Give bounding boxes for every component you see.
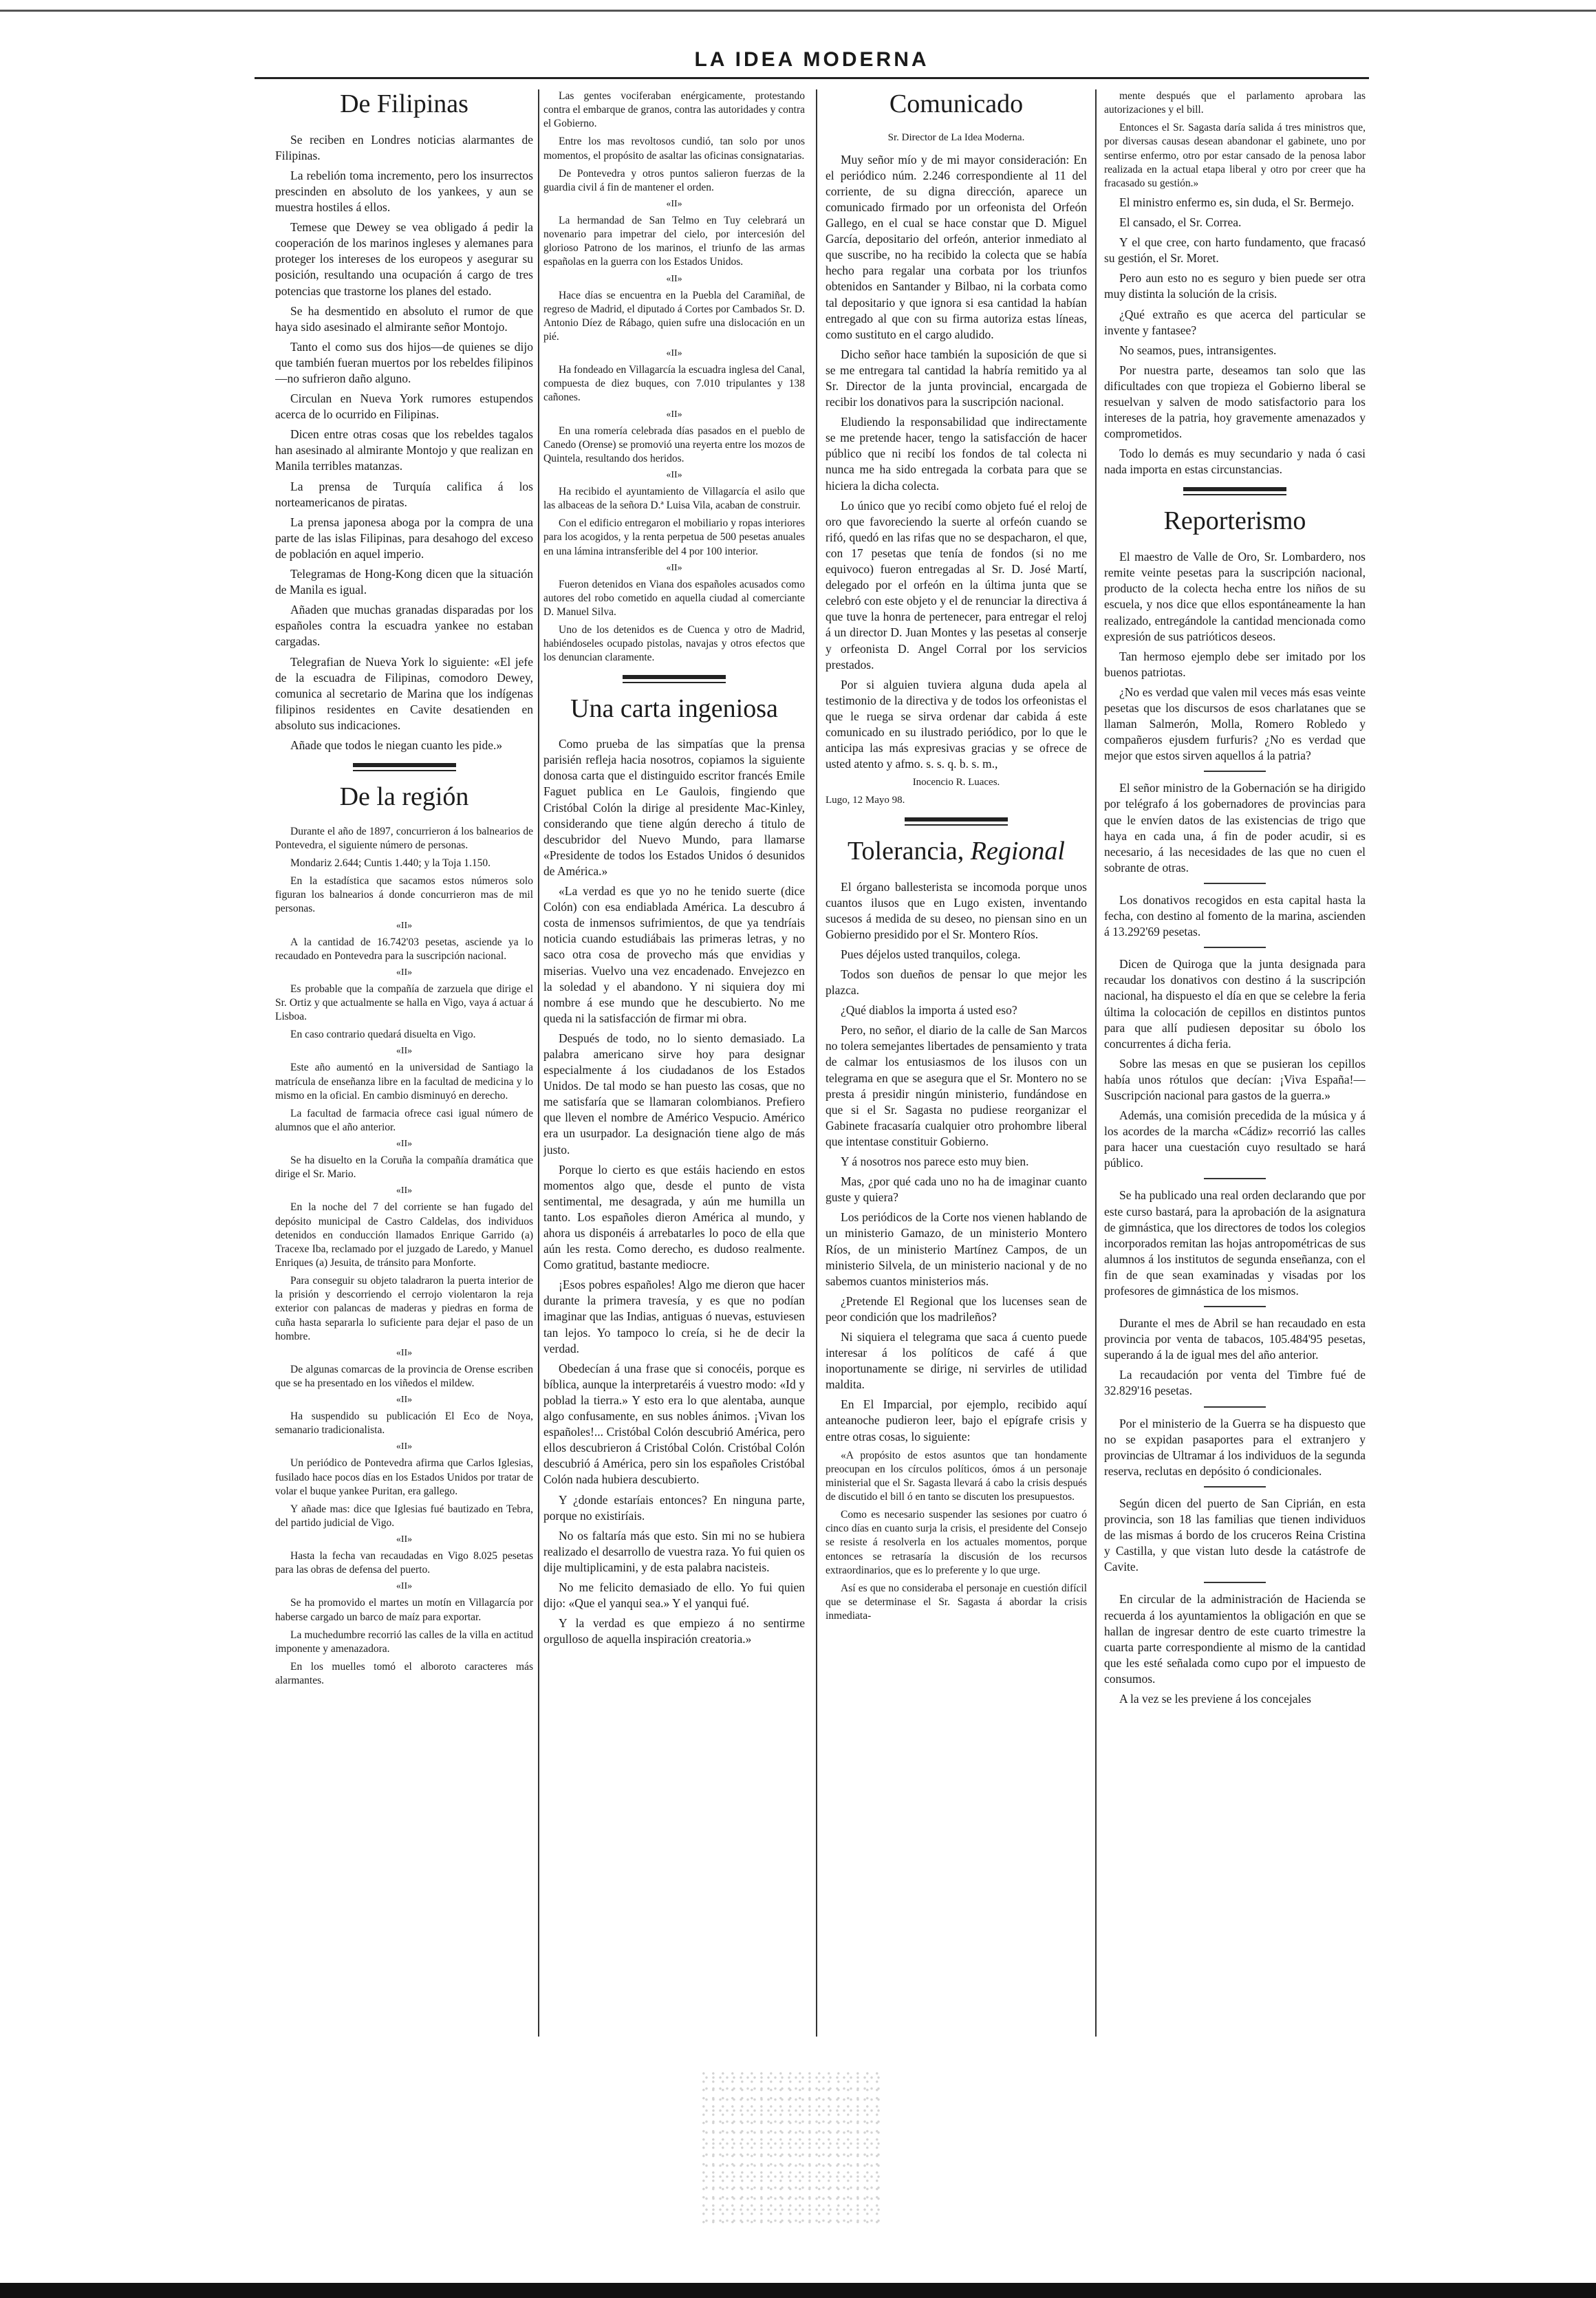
news-item: Fueron detenidos en Viana dos españoles acusados como autores del robo cometido en aquella ciudad al comerciante D. Manuel Silva. <box>543 578 805 618</box>
paragraph: Dicho señor hace también la suposición de que si se me entregara tal cantidad la habría remitido ya al Sr. Director de la junta provincial, encargada de recibir los donativos para la suscripción nacional. <box>826 347 1087 409</box>
item-separator: «II» <box>396 1046 413 1057</box>
news-item: Es probable que la compañía de zarzuela que dirige el Sr. Ortiz y que actualmente se halla en Vigo, vaya á actuar á Lisboa. <box>275 982 533 1023</box>
paragraph: Los periódicos de la Corte nos vienen hablando de un ministerio Gamazo, de un ministerio Montero Ríos, de un ministerio Martínez Campos, de un ministerio Silvela, de un ministerio nacional y de no sabemos cuantos ministerios más. <box>826 1210 1087 1288</box>
paragraph: ¡Esos pobres españoles! Algo me dieron que hacer durante la primera travesía, y es que no podían imaginar que las Indias, antiguas ó nuevas, estuviesen tan lejos. Yo tampoco lo creía, si he de decir la verdad. <box>543 1278 805 1355</box>
item-separator: «II» <box>666 198 682 209</box>
article-tolerancia-regional-continued <box>1104 89 1366 477</box>
dateline: Lugo, 12 Mayo 98. <box>826 795 905 806</box>
news-item: De Pontevedra y otros puntos salieron fuerzas de la guardia civil á fin de mantener el orden. <box>543 167 805 193</box>
news-item: Se ha promovido el martes un motín en Villagarcía por haberse cargado un barco de maíz para exportar. <box>275 1597 533 1623</box>
paragraph: Lo único que yo recibí como objeto fué el reloj de oro que favoreciendo la suerte al orfeón cuando se rifó, quedó en las rifas que no se despacharon, el que, con 17 pesetas que tenía de fondos (si no me equivoco) fueron entregadas al Sr. D. José Martí, delegado por el orfeón en la última junta que se celebró con este objeto y el de renunciar la directiva á que tuve la honra de pertenecer, para entregar el reloj á un director D. Juan Montes y las pesetas al conserje y orfeonista D. Angel Corral por los servicios prestados. <box>826 498 1087 672</box>
news-item: En caso contrario quedará disuelta en Vigo. <box>290 1029 476 1041</box>
paragraph: Pero aun esto no es seguro y bien puede ser otra muy distinta la solución de la crisis. <box>1104 271 1366 301</box>
item-separator: «II» <box>666 348 682 359</box>
paragraph: Por si alguien tuviera alguna duda apela al testimonio de la directiva y de todos los orfeonistas el que le ruega se sirva ordenar dar cabida á este comunicado en su ilustrado periódico, por lo que le anticipa las más expresivas gracias y se ofrece de usted atento y afmo. s. s. q. b. s. m., <box>826 677 1087 771</box>
headline-part-italic: Regional <box>970 836 1065 866</box>
item-rule <box>1204 1406 1266 1408</box>
headline-una-carta-ingeniosa: Una carta ingeniosa <box>570 694 778 723</box>
section-rule-thin <box>905 824 1008 826</box>
news-item: En la noche del 7 del corriente se han fugado del depósito municipal de Castro Caldelas, dos individuos detenidos en conducción llamados Enrique Garrido (a) Tracexe Iba, reclamado por el juzgado de Laredo, y Manuel Enriques (a) Jesuita, de tránsito para Monforte. <box>275 1201 533 1269</box>
news-item: Mondariz 2.644; Cuntis 1.440; y la Toja 1.150. <box>290 857 490 870</box>
quoted-paragraph: mente después que el parlamento aprobara las autorizaciones y el bill. <box>1104 90 1366 116</box>
article-una-carta-ingeniosa <box>543 736 805 1647</box>
item-separator: «II» <box>396 1581 413 1592</box>
quoted-paragraph: Entonces el Sr. Sagasta daría salida á tres ministros que, por diversas causas desean abandonar el gabinete, uno por sentirse enfermo, otro por estar cansado de la penosa labor realizada en la actual etapa liberal y otro por creer que ha fracasado su gestión.» <box>1104 122 1366 189</box>
column-2 <box>543 89 805 2037</box>
paragraph: Por nuestra parte, deseamos tan solo que las dificultades con que tropieza el Gobierno liberal se resuelvan y salven de modo satisfactorio para los intereses de la patria, hoy gravemente amenazados y comprometidos. <box>1104 363 1366 441</box>
paragraph: ¿Qué diablos la importa á usted eso? <box>841 1003 1017 1018</box>
paragraph: «La verdad es que yo no he tenido suerte (dice Colón) con esa endiablada América. La descubro á costa de inmensos sufrimientos, de que ya tendríais noticia cuando estudiábais las primeras letras, y no saco otra cosa de provecho más que envidias y miserias. Vuelvo una vez encadenado. Envejezco en la soledad y el abandono. Y ni siquiera doy mi nombre á ese mundo que he descubierto. No me queda ni la satisfacción de firmar mi obra. <box>543 884 805 1025</box>
column-rule-2 <box>816 89 817 2037</box>
paragraph: Según dicen del puerto de San Ciprián, en esta provincia, son 18 las familias que tienen individuos de las mismas á bordo de los cruceros Reina Cristina y Castilla, y que vistan luto desde la catástrofe de Cavite. <box>1104 1496 1366 1574</box>
paragraph: En El Imparcial, por ejemplo, recibido aquí anteanoche pudieron leer, bajo el epígrafe crisis y entre otras cosas, lo siguiente: <box>826 1397 1087 1443</box>
item-separator: «II» <box>666 409 682 420</box>
paragraph: El señor ministro de la Gobernación se ha dirigido por telégrafo á los gobernadores de provincias para que le envíen datos de las existencias de trigo que haya en cada una, á fin de poder acudir, si es necesario, á las necesidades de las que no cuen el sobrante de otras. <box>1104 781 1366 874</box>
column-1 <box>275 89 533 2037</box>
quoted-paragraph: Como es necesario suspender las sesiones por cuatro ó cinco días en cuanto surja la crisis, el presidente del Consejo se resiste á resolverla en los actuales momentos, porque entonces se retrasaría la discusión de los recursos extraordinarios, que es lo preferente y lo que urge. <box>826 1509 1087 1576</box>
headline-de-filipinas: De Filipinas <box>340 89 468 118</box>
headline-reporterismo: Reporterismo <box>1163 506 1306 536</box>
item-separator: «II» <box>666 469 682 480</box>
item-rule <box>1204 771 1266 772</box>
headline-part: Tolerancia, <box>848 836 964 866</box>
news-item: Se ha disuelto en la Coruña la compañía dramática que dirige el Sr. Mario. <box>275 1155 533 1181</box>
headline-tolerancia-regional <box>826 837 1087 867</box>
quoted-paragraph: Así es que no consideraba el personaje en cuestión difícil que se determinase el Sr. Sagasta á abordar la crisis inmediata- <box>826 1582 1087 1622</box>
section-rule-thick <box>1183 487 1286 491</box>
section-rule-thin <box>353 770 456 771</box>
paragraph: Tanto el como sus dos hijos—de quienes se dijo que también fueran muertos por los rebeldes filipinos—no sufrieron daño alguno. <box>275 339 533 385</box>
section-rule-thin <box>623 682 726 683</box>
item-separator: «II» <box>396 1441 413 1452</box>
news-item: Hasta la fecha van recaudadas en Vigo 8.025 pesetas para las obras de defensa del puerto. <box>275 1550 533 1576</box>
paragraph: No os faltaría más que esto. Sin mi no se hubiera realizado el desarrollo de vuestra raza. Yo fui quien os dije multiplicamini, y de esta palabra nacisteis. <box>543 1528 805 1574</box>
news-item: Durante el año de 1897, concurrieron á los balnearios de Pontevedra, el siguiente número de personas. <box>275 825 533 851</box>
paragraph: Sobre las mesas en que se pusieran los cepillos había unos rótulos que decían: ¡Viva España!—Suscripción nacional para gastos de la guerra.» <box>1104 1056 1366 1102</box>
paragraph: Obedecían á una frase que si conocéis, porque es bíblica, aunque la interpretaréis á vuestro modo: «Id y poblad la tierra.» Y esto era lo que alentaba, aunque algo confusamente, en sus nobles ánimos. ¡Vivan los españoles!... Cristóbal Colón descubrió América, pero ellos descubrieron á Cristóbal Colón. Cristóbal Colón descubrió á América, pero sin los españoles Cristóbal Colón nada hubiera descubierto. <box>543 1361 805 1487</box>
paragraph: ¿Pretende El Regional que los lucenses sean de peor condición que los madrileños? <box>826 1293 1087 1324</box>
item-separator: «II» <box>666 562 682 573</box>
news-item: Hace días se encuentra en la Puebla del Caramiñal, de regreso de Madrid, el diputado á Cortes por Cambados Sr. D. Antonio Díez de Rábago, quien sufre una dislocación en un pié. <box>543 289 805 343</box>
news-item: Y añade mas: dice que Iglesias fué bautizado en Tebra, del partido judicial de Vigo. <box>275 1503 533 1529</box>
paragraph: Como prueba de las simpatías que la prensa parisién refleja hacia nosotros, copiamos la siguiente donosa carta que el distinguido escritor francés Emile Faguet publica en Le Gaulois, fingiendo que Cristóbal Colón la dirige al presidente Mac-Kinley, considerando que tiene algún derecho á titulo de descubridor del Nuevo Mundo, para llamarse «Presidente de todos los Estados Unidos ó desunidos de América.» <box>543 737 805 878</box>
item-separator: «II» <box>396 967 413 978</box>
news-item: Para conseguir su objeto taladraron la puerta interior de la prisión y descorriendo el cerrojo violentaron la reja exterior con palancas de maderas y piedras en forma de cuña hasta separarla lo suficiente para dejar el paso de un hombre. <box>275 1275 533 1342</box>
item-separator: «II» <box>396 1139 413 1150</box>
signature: Inocencio R. Luaces. <box>912 777 1000 788</box>
paragraph: Mas, ¿por qué cada uno no ha de imaginar cuanto guste y quiera? <box>826 1174 1087 1205</box>
paragraph: Todo lo demás es muy secundario y nada ó casi nada importa en estas circunstancias. <box>1104 447 1366 477</box>
headline-de-la-region: De la región <box>339 782 469 812</box>
paragraph: Eludiendo la responsabilidad que indirectamente se me pretende hacer, tengo la satisfacción de hacer público que ni recibí los fondos de tal colecta ni nunca me ha sido entregada la corbata para que se hiciera la dicha colecta. <box>826 415 1087 493</box>
article-de-la-region-continued <box>543 89 805 665</box>
paragraph: Pero, no señor, el diario de la calle de San Marcos no tolera semejantes libertades de pensamiento y trata de calmar los entusiasmos de los ilusos con un telegrama en que se asegura que el Sr. Montero no se presta á presidir ningún ministerio, fundándose en que si el Sr. Sagasta no pudiese reorganizar el Gabinete fracasaría cualquier otro prohombre liberal que intentase constituir Gobierno. <box>826 1023 1087 1148</box>
news-item: De algunas comarcas de la provincia de Orense escriben que se ha presentado en los viñedos el mildew. <box>275 1363 533 1389</box>
news-item: La muchedumbre recorrió las calles de la villa en actitud imponente y amenazadora. <box>275 1629 533 1655</box>
article-reporterismo <box>1104 549 1366 1707</box>
addressee-line: Sr. Director de La Idea Moderna. <box>887 131 1025 143</box>
item-rule <box>1204 1178 1266 1179</box>
item-separator: «II» <box>396 1347 413 1358</box>
news-item: Con el edificio entregaron el mobiliario y ropas interiores para los acogidos, y la renta perpetua de 500 pesetas anuales en una lámina intransferible del 4 por 100 interior. <box>543 517 805 557</box>
column-3 <box>826 89 1087 2037</box>
paragraph: La recaudación por venta del Timbre fué de 32.829'16 pesetas. <box>1104 1368 1366 1398</box>
news-item: Entre los mas revoltosos cundió, tan solo por unos momentos, el propósito de asaltar las oficinas consignatarias. <box>543 136 805 162</box>
masthead: LA IDEA MODERNA <box>694 48 929 71</box>
item-separator: «II» <box>666 273 682 284</box>
news-item: En la estadística que sacamos estos números solo figuran los balnearios á donde concurrieron mas de mil personas. <box>275 875 533 915</box>
paragraph: Circulan en Nueva York rumores estupendos acerca de lo ocurrido en Filipinas. <box>275 391 533 422</box>
headline-comunicado: Comunicado <box>889 89 1024 118</box>
paragraph: El ministro enfermo es, sin duda, el Sr. Bermejo. <box>1119 195 1355 209</box>
paragraph: Muy señor mío y de mi mayor consideración: En el periódico núm. 2.246 correspondiente al 11 del corriente, de su digna dirección, aparece un comunicado firmado por un orfeonista del Orfeón Gallego, en el cual se hace constar que D. Miguel García, depositario del orfeón, anterior inmediato al que suscribe, no ha recibido la colecta que se había hecho para regalar una corbata por los triunfos obtenidos en Santander y Bilbao, ni la corbata como tal depositario y que ignora si esa cantidad la habían entregado al que con su firma autoriza estas líneas, como sustituto en el cargo aludido. <box>826 152 1087 341</box>
news-item: La facultad de farmacia ofrece casi igual número de alumnos que el año anterior. <box>275 1107 533 1133</box>
news-item: En una romería celebrada días pasados en el pueblo de Canedo (Orense) se promovió una reyerta entre los mozos de Quintela, resultando dos heridos. <box>543 425 805 464</box>
paragraph: Añade que todos le niegan cuanto les pide.» <box>290 738 503 752</box>
news-item: A la cantidad de 16.742'03 pesetas, asciende ya lo recaudado en Pontevedra para la suscripción nacional. <box>275 936 533 962</box>
paragraph: Pues déjelos usted tranquilos, colega. <box>841 947 1021 961</box>
paragraph: El maestro de Valle de Oro, Sr. Lombardero, nos remite veinte pesetas para la suscripción nacional, producto de la colecta hecha entre los niños de su escuela, y nos dice que ellos espontáneamente la han realizado, entregándole la cantidad mencionada como expresión de sus patrióticos deseos. <box>1104 550 1366 643</box>
item-rule <box>1204 883 1266 884</box>
news-item: La hermandad de San Telmo en Tuy celebrará un novenario para impetrar del cielo, por intercesión del glorioso Patrono de los marinos, el triunfo de las armas españolas en la guerra con los Estados Unidos. <box>543 214 805 268</box>
paragraph: Tan hermoso ejemplo debe ser imitado por los buenos patriotas. <box>1104 649 1366 679</box>
item-separator: «II» <box>396 920 413 931</box>
paragraph: Ni siquiera el telegrama que saca á cuento puede interesar á los políticos de café á que inoportunamente se dirige, ni servirles de utilidad maldita. <box>826 1329 1087 1392</box>
paragraph: Y ¿donde estaríais entonces? En ninguna parte, porque no existiríais. <box>543 1492 805 1523</box>
column-4 <box>1104 89 1366 2037</box>
paragraph: Telegramas de Hong-Kong dicen que la situación de Manila es igual. <box>275 567 533 597</box>
news-item: En los muelles tomó el alboroto caracteres más alarmantes. <box>275 1660 533 1687</box>
paragraph: Dicen entre otras cosas que los rebeldes tagalos han asesinado al almirante Montojo y que realizan en Manila terribles matanzas. <box>275 427 533 473</box>
paragraph: La rebelión toma incremento, pero los insurrectos prescinden en absoluto de los yankees, y aun se muestra hostiles á ellos. <box>275 168 533 215</box>
paragraph: Durante el mes de Abril se han recaudado en esta provincia por venta de tabacos, 105.484'95 pesetas, superando á la de igual mes del año anterior. <box>1104 1316 1366 1362</box>
paragraph: Todos son dueños de pensar lo que mejor les plazca. <box>826 967 1087 998</box>
article-tolerancia-regional <box>826 879 1087 1624</box>
paragraph: El cansado, el Sr. Correa. <box>1119 215 1242 230</box>
paragraph: Además, una comisión precedida de la música y á los acordes de la marcha «Cádiz» recorrió las calles para hacer una cuestación cuyo resultado se hará público. <box>1104 1108 1366 1170</box>
masthead-rule <box>255 77 1369 79</box>
section-rule-thick <box>353 763 456 767</box>
section-rule-thick <box>905 817 1008 822</box>
news-item: Ha recibido el ayuntamiento de Villagarcía el asilo que las albaceas de la señora D.ª Luisa Vila, acaban de construir. <box>543 485 805 512</box>
item-separator: «II» <box>396 1395 413 1406</box>
paragraph: Se ha desmentido en absoluto el rumor de que haya sido asesinado el almirante señor Montojo. <box>275 303 533 334</box>
news-item: Uno de los detenidos es de Cuenca y otro de Madrid, habiéndoseles ocupado pistolas, navajas y otros efectos que los denuncian claramente. <box>543 624 805 664</box>
paragraph: Porque lo cierto es que estáis haciendo en estos momentos algo que, desde el punto de vista sentimental, me desagrada, y aún me humilla un tanto. Los españoles dieron América al mundo, y ahora us disponéis á arrebatarles lo poco de ella que aún les resta. Como derecho, es dudoso realmente. Como gratitud, bastante mediocre. <box>543 1162 805 1272</box>
column-rule-1 <box>538 89 539 2037</box>
news-item: Este año aumentó en la universidad de Santiago la matrícula de enseñanza libre en la facultad de medicina y lo mismo en la oficial. En cambio disminuyó en derecho. <box>275 1062 533 1102</box>
paper-stain <box>702 2071 881 2229</box>
paragraph: Los donativos recogidos en esta capital hasta la fecha, con destino al fomento de la marina, ascienden á 13.292'69 pesetas. <box>1104 892 1366 939</box>
news-item: Las gentes vociferaban enérgicamente, protestando contra el embarque de granos, contra las autoridades y contra el Gobierno. <box>543 90 805 130</box>
news-item: Un periódico de Pontevedra afirma que Carlos Iglesias, fusilado hace pocos días en los Estados Unidos por tratar de volar el buque yankee Puritan, era gallego. <box>275 1457 533 1497</box>
paragraph: A la vez se les previene á los concejales <box>1119 1691 1311 1706</box>
item-rule <box>1204 947 1266 948</box>
item-rule <box>1204 1582 1266 1583</box>
paragraph: ¿Qué extraño es que acerca del particular se invente y fantasee? <box>1104 307 1366 337</box>
paragraph: Por el ministerio de la Guerra se ha dispuesto que no se expidan pasaportes para el extranjero y provincias de Ultramar á los individuos de la segunda reserva, reclutas en depósito ó condicionales. <box>1104 1416 1366 1478</box>
section-rule-thick <box>623 675 726 679</box>
page-bottom-edge <box>0 2283 1596 2298</box>
paragraph: No seamos, pues, intransigentes. <box>1119 343 1277 357</box>
paragraph: ¿No es verdad que valen mil veces más esas veinte pesetas que los discursos de esos charlatanes que se llaman Salmerón, Molla, Romero Robledo y compañeros ejusdem furfuris? ¿No es verdad que mejor que estos sirven aquellos á la patria? <box>1104 685 1366 763</box>
paragraph: Y el que cree, con harto fundamento, que fracasó su gestión, el Sr. Moret. <box>1104 235 1366 266</box>
page-top-edge <box>0 10 1596 12</box>
item-separator: «II» <box>396 1185 413 1196</box>
section-rule-thin <box>1183 494 1286 495</box>
news-item: Ha fondeado en Villagarcía la escuadra inglesa del Canal, compuesta de diez buques, con 7.010 tripulantes y 138 cañones. <box>543 364 805 404</box>
item-separator: «II» <box>396 1534 413 1545</box>
paragraph: Dicen de Quiroga que la junta designada para recaudar los donativos con destino á la suscripción nacional, ha dispuesto el día en que se celebre la feria última la colocación de cepillos en distintos puntos para que allí pudiesen depositar su óbolo los concurrentes á dicha feria. <box>1104 957 1366 1051</box>
item-rule <box>1204 1486 1266 1488</box>
article-de-filipinas <box>275 132 533 753</box>
article-de-la-region <box>275 825 533 1688</box>
paragraph: En circular de la administración de Hacienda se recuerda á los ayuntamientos la obligación en que se hallan de ingresar dentro de este cuarto trimestre la cuarta parte correspondiente al mismo de la cantidad que les esté señalada como cupo por el impuesto de consumos. <box>1104 1592 1366 1686</box>
paragraph: Y la verdad es que empiezo á no sentirme orgulloso de aquella inspiración creatoria.» <box>543 1616 805 1646</box>
paragraph: Después de todo, no lo siento demasiado. La palabra americano sirve hoy para designar especialmente á los ciudadanos de los Estados Unidos. De tal modo se han puesto las cosas, que no me satisfaría que se llamaran colombianos. Prefiero que lleven el nombre de Américo Vespucio. Américo era un usurpador. La designación tiene algo de más justo. <box>543 1031 805 1157</box>
paragraph: Se ha publicado una real orden declarando que por este curso bastará, para la aprobación de la asignatura de gimnástica, que los directores de todos los colegios incorporados remitan las hojas antropométricas de sus alumnos á los institutos de segunda enseñanza, con el fin de que sean examinadas y visadas por los profesores de gimnástica de los mismos. <box>1104 1188 1366 1298</box>
paragraph: Añaden que muchas granadas disparadas por los españoles contra la escuadra yankee no estaban cargadas. <box>275 603 533 649</box>
paragraph: La prensa japonesa aboga por la compra de una parte de las islas Filipinas, para desahogo del exceso de población en aquel imperio. <box>275 515 533 561</box>
paragraph: No me felicito demasiado de ello. Yo fui quien dijo: «Que el yanqui sea.» Y el yanqui fué. <box>543 1580 805 1611</box>
article-comunicado <box>826 152 1087 773</box>
paragraph: Temese que Dewey se vea obligado á pedir la cooperación de los marinos ingleses y alemanes para proteger los intereses de los europeos y asegurar su posición, resultando una ocupación á cargo de tres potencias que trastorne los planes del estado. <box>275 220 533 298</box>
item-rule <box>1204 1306 1266 1307</box>
paragraph: Y á nosotros nos parece esto muy bien. <box>841 1155 1029 1169</box>
paragraph: El órgano ballesterista se incomoda porque unos cuantos ilusos que en Lugo existen, inventando sucesos á medida de su deseo, no piensan sino en un Gobierno presidido por el Sr. Montero Ríos. <box>826 879 1087 941</box>
quoted-paragraph: «A propósito de estos asuntos que tan hondamente preocupan en los círculos políticos, ómos á un personaje ministerial que el Sr. Sagasta llevará á cabo la crisis después de discutido el bill ó en tanto se discuten los presupuestos. <box>826 1449 1087 1503</box>
column-rule-3 <box>1095 89 1097 2037</box>
paragraph: Telegrafian de Nueva York lo siguiente: «El jefe de la escuadra de Filipinas, comodoro Dewey, comunica al secretario de Marina que los indígenas filipinos residentes en Cavite desatienden en absoluto sus indicaciones. <box>275 654 533 732</box>
paragraph: Se reciben en Londres noticias alarmantes de Filipinas. <box>275 132 533 162</box>
paragraph: La prensa de Turquía califica á los norteamericanos de piratas. <box>275 479 533 509</box>
news-item: Ha suspendido su publicación El Eco de Noya, semanario tradicionalista. <box>275 1410 533 1437</box>
